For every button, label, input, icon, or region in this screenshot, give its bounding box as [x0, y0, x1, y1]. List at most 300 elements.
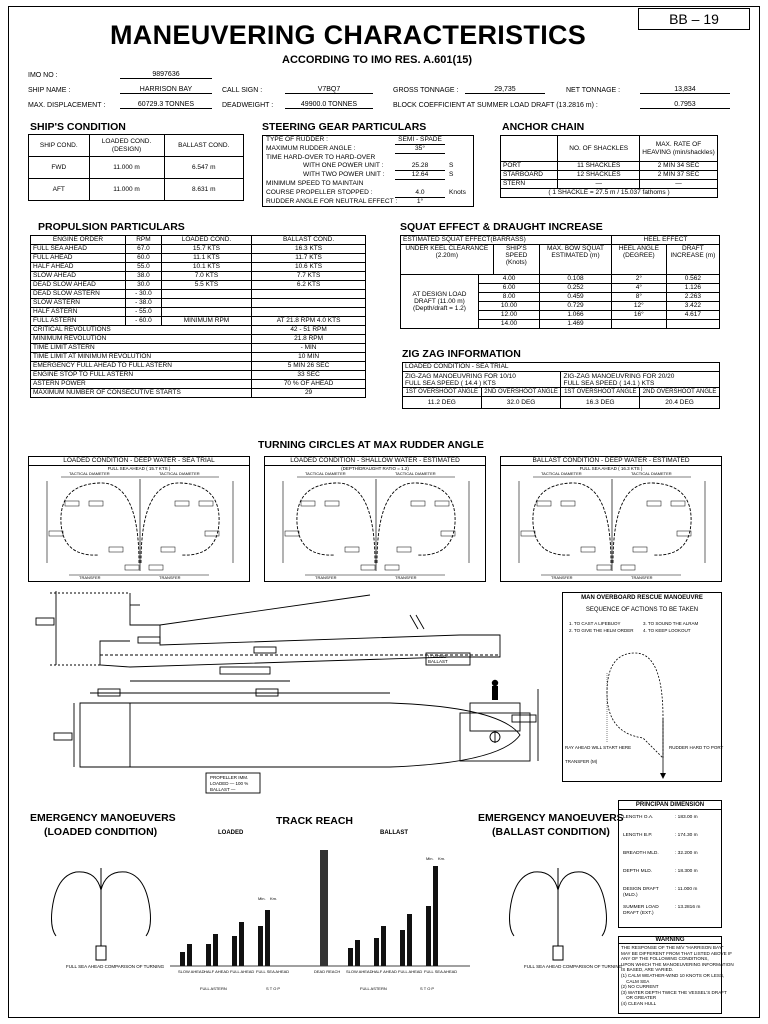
- principal-label: SUMMER LOAD DRAFT (EXT.): [623, 905, 659, 916]
- mob-step-4: 4. TO KEEP LOOKOUT: [643, 628, 691, 633]
- prop-extra-value: 33 SEC: [252, 371, 366, 380]
- prop-extra-value: 5 MIN 26 SEC: [252, 362, 366, 371]
- prop-row: [31, 299, 366, 308]
- turning-value-box: [285, 531, 299, 536]
- zz-v2: 16.3 DEG: [561, 397, 640, 409]
- squat-cell: 6.00: [479, 284, 540, 293]
- track-under-ballast: FULL ASTERN: [360, 986, 387, 991]
- prop-extra-row: [31, 371, 366, 380]
- steering-label: MINIMUM SPEED TO MAINTAIN: [266, 179, 364, 187]
- prop-cell: AT 21.8 RPM 4.0 KTS: [252, 317, 366, 326]
- track-group-label: SLOW AHEAD: [346, 969, 373, 974]
- turning-value-box: [65, 501, 79, 506]
- turning-panel: [264, 456, 486, 582]
- track-bar: [187, 944, 192, 966]
- turning-value-box: [199, 501, 213, 506]
- squat-cell: 3.422: [666, 302, 719, 311]
- squat-cell: 1.469: [540, 320, 612, 329]
- sc-h2: BALLAST COND.: [164, 135, 243, 157]
- imo-label: IMO NO :: [28, 72, 58, 79]
- transfer-label: TRANSFER: [315, 575, 337, 580]
- ship-profile-diagram: [30, 585, 540, 795]
- turning-value-box: [301, 501, 315, 506]
- lookout-figure-icon: [492, 680, 498, 700]
- track-bar: [374, 938, 379, 966]
- page-subtitle: ACCORDING TO IMO RES. A.601(15): [282, 54, 473, 66]
- steering-value: SEMI - SPADE: [395, 136, 445, 145]
- anchor-r1c0: STARBOARD: [501, 171, 558, 180]
- doc-code: BB – 19: [638, 8, 750, 30]
- principal-label: LENGTH B.P.: [623, 833, 653, 838]
- prop-cell: 67.0: [126, 245, 162, 254]
- anchor-h1: NO. OF SHACKLES: [558, 136, 640, 162]
- squat-heel-header: HEEL EFFECT: [611, 236, 719, 245]
- anchor-r2c1: —: [558, 180, 640, 189]
- ship-side-profile: [36, 591, 500, 681]
- track-bar: [355, 940, 360, 966]
- warning-line: THE RESPONSE OF THE M/V "HARRISON BAY": [621, 945, 724, 950]
- gross-label: GROSS TONNAGE :: [393, 87, 459, 94]
- warning-box: [618, 936, 734, 1014]
- ship-name-label: SHIP NAME :: [28, 87, 71, 94]
- ship-condition-table: [28, 134, 244, 201]
- turning-value-box: [325, 501, 339, 506]
- zz-l1: 2ND OVERSHOOT ANGLE: [481, 388, 561, 397]
- warning-title: WARNING: [619, 937, 721, 944]
- squat-row: [401, 275, 720, 284]
- track-group-label: FULL SEA AHEAD: [256, 969, 290, 974]
- turning-circle-diagram: [29, 471, 251, 581]
- turning-track-starboard: [141, 483, 219, 563]
- prop-extra-value: 21.8 RPM: [252, 335, 366, 344]
- squat-cell: 10.00: [479, 302, 540, 311]
- prop-cell: FULL ASTERN: [31, 317, 126, 326]
- track-bar: [426, 906, 431, 966]
- track-group-label: FULL AHEAD: [230, 969, 255, 974]
- principal-value: : 13.2816 m: [675, 905, 701, 910]
- transfer-label: TRANSFER: [551, 575, 573, 580]
- mob-step-3: 3. TO SOUND THE ALRAM: [643, 621, 699, 626]
- turning-value-box: [89, 501, 103, 506]
- prop-cell: 60.0: [126, 254, 162, 263]
- turning-value-box: [647, 501, 661, 506]
- steering-unit: S: [449, 162, 454, 170]
- warning-line: (2) NO CURRENT: [621, 984, 659, 990]
- prop-row: [31, 308, 366, 317]
- block-label: BLOCK COEFFICIENT AT SUMMER LOAD DRAFT (13.2816 m) :: [393, 102, 598, 109]
- anchor-r2c0: STERN: [501, 180, 558, 189]
- ship-plan-view: [54, 689, 520, 793]
- steering-row: [263, 162, 473, 171]
- track-bar: [239, 922, 244, 966]
- track-min-label: Min.: [258, 896, 266, 901]
- squat-title: SQUAT EFFECT & DRAUGHT INCREASE: [400, 221, 603, 233]
- sc-r0c1: 11.000 m: [89, 157, 164, 179]
- prop-extra-value: 10 MIN: [252, 353, 366, 362]
- prop-cell: DEAD SLOW AHEAD: [31, 281, 126, 290]
- turning-value-box: [621, 565, 635, 570]
- block-value: 0.7953: [640, 101, 730, 109]
- prop-cell: - 38.0: [126, 299, 162, 308]
- prop-cell: [161, 290, 251, 299]
- prop-extra-row: [31, 344, 366, 353]
- mob-transfer: TRANSFER (M): [565, 759, 598, 764]
- zigzag-cond: LOADED CONDITION - SEA TRIAL: [403, 363, 720, 372]
- prop-row: [31, 281, 366, 290]
- tactical-label: TACTICAL DIAMETER: [159, 471, 200, 476]
- turning-track-port: [61, 483, 139, 563]
- prop-row: [31, 263, 366, 272]
- prop-header: RPM: [126, 236, 162, 245]
- warning-line: (4) CLEAN HULL: [621, 1000, 657, 1006]
- prop-cell: 7.7 KTS: [252, 272, 366, 281]
- anchor-title: ANCHOR CHAIN: [502, 121, 585, 133]
- zz-v3: 20.4 DEG: [640, 397, 720, 409]
- turning-value-box: [345, 547, 359, 552]
- track-bar: [381, 926, 386, 966]
- profile-loaded-label: LOADED: [428, 654, 447, 659]
- prop-cell: [252, 308, 366, 317]
- prop-cell: 11.7 KTS: [252, 254, 366, 263]
- track-min-label: Min.: [426, 856, 434, 861]
- track-group-label: FULL SEA AHEAD: [424, 969, 458, 974]
- steering-row: [263, 171, 473, 180]
- turning-panel-sub: (DEPTH/DRAUGHT RATIO = 1.2): [341, 466, 409, 471]
- transfer-label: TRANSFER: [395, 575, 417, 580]
- sc-h0: SHIP COND.: [29, 135, 90, 157]
- prop-header: ENGINE ORDER: [31, 236, 126, 245]
- squat-cell: 0.459: [540, 293, 612, 302]
- prop-cell: FULL AHEAD: [31, 254, 126, 263]
- principal-label: LENGTH O.A.: [623, 815, 654, 820]
- turning-panel-head: LOADED CONDITION - SHALLOW WATER - ESTIMATED: [265, 457, 485, 466]
- prop-header-row: [31, 236, 366, 245]
- prop-cell: 15.7 KTS: [161, 245, 251, 254]
- transfer-label: TRANSFER: [79, 575, 101, 580]
- prop-cell: [161, 308, 251, 317]
- turning-value-box: [385, 565, 399, 570]
- mob-right-note: RUDDER HARD TO PORT: [669, 745, 724, 750]
- turning-value-box: [361, 565, 375, 570]
- prop-cell: 55.0: [126, 263, 162, 272]
- ship-name-value: HARRISON BAY: [120, 86, 212, 94]
- track-bar-dead-reach: [320, 850, 328, 966]
- track-group-label: HALF AHEAD: [372, 969, 397, 974]
- disp-label: MAX. DISPLACEMENT :: [28, 102, 106, 109]
- track-bar: [232, 936, 237, 966]
- zz-l3: 2ND OVERSHOOT ANGLE: [640, 388, 720, 397]
- anchor-h0: [501, 136, 558, 162]
- steering-label: RUDDER ANGLE FOR NEUTRAL EFFECT :: [266, 197, 398, 205]
- mob-left-note: RAY AHEAD WILL START HERE: [565, 745, 632, 750]
- prop-cell: 16.3 KTS: [252, 245, 366, 254]
- steering-title: STEERING GEAR PARTICULARS: [262, 121, 427, 133]
- turning-value-box: [175, 501, 189, 506]
- prop-cell: - 30.0: [126, 290, 162, 299]
- squat-cell: 8.00: [479, 293, 540, 302]
- sc-h1: LOADED COND. (DESIGN): [89, 135, 164, 157]
- track-under-stop: S T O P: [420, 986, 435, 991]
- squat-design-label: AT DESIGN LOAD DRAFT (11.00 m) (Depth/draft = 1.2): [401, 275, 479, 329]
- propeller-loaded: LOADED — 100 %: [210, 781, 249, 786]
- track-bar: [265, 910, 270, 966]
- steering-label: WITH TWO POWER UNIT :: [303, 171, 385, 179]
- squat-cell: 16°: [611, 311, 666, 320]
- turning-value-box: [49, 531, 63, 536]
- track-title: TRACK REACH: [276, 815, 353, 827]
- squat-col-header: DRAFT INCREASE (m): [666, 245, 719, 275]
- prop-cell: MINIMUM RPM: [161, 317, 251, 326]
- prop-cell: HALF ASTERN: [31, 308, 126, 317]
- dwt-label: DEADWEIGHT :: [222, 102, 274, 109]
- turning-value-box: [109, 547, 123, 552]
- prop-cell: 10.1 KTS: [161, 263, 251, 272]
- profile-ballast-label: BALLAST: [428, 659, 448, 664]
- anchor-table: [500, 135, 718, 198]
- steering-label: WITH ONE POWER UNIT :: [303, 162, 384, 170]
- track-under-loaded: FULL ASTERN: [200, 986, 227, 991]
- tactical-label: TACTICAL DIAMETER: [305, 471, 346, 476]
- zigzag-title: ZIG ZAG INFORMATION: [402, 348, 521, 360]
- turning-value-box: [671, 501, 685, 506]
- track-bar: [407, 914, 412, 966]
- squat-cell: 8°: [611, 293, 666, 302]
- turning-circle-diagram: [265, 471, 487, 581]
- steering-row: [263, 189, 473, 198]
- steering-box: [262, 135, 474, 207]
- emergency-ballast-title: EMERGENCY MANOEUVERS: [478, 812, 624, 824]
- prop-extra-value: 70 % OF AHEAD: [252, 380, 366, 389]
- zz-v1: 32.0 DEG: [481, 397, 561, 409]
- principal-row: [619, 846, 721, 864]
- warning-line: IS BASED, ARE VARIED.: [621, 967, 674, 973]
- turning-value-box: [411, 501, 425, 506]
- squat-cell: [611, 320, 666, 329]
- prop-cell: 6.2 KTS: [252, 281, 366, 290]
- track-max-label: Km.: [270, 896, 278, 901]
- callsign-label: CALL SIGN :: [222, 87, 263, 94]
- prop-cell: [252, 290, 366, 299]
- warning-line: OR GREATER: [621, 995, 657, 1001]
- track-bar: [400, 930, 405, 966]
- mob-seq-title: SEQUENCE OF ACTIONS TO BE TAKEN: [585, 607, 699, 613]
- squat-cell: 0.252: [540, 284, 612, 293]
- principal-row: [619, 864, 721, 882]
- mob-step-2: 2. TO GIVE THE HELM ORDER: [569, 628, 634, 633]
- steering-row: [263, 198, 473, 207]
- imo-value: 9897636: [120, 71, 212, 79]
- disp-value: 60729.3 TONNES: [120, 101, 212, 109]
- squat-cell: 14.00: [479, 320, 540, 329]
- turning-value-box: [597, 565, 611, 570]
- turning-panel-sub: FULL SEA AHEAD ( 15.7 KTS ): [107, 466, 171, 471]
- turning-panel-head: BALLAST CONDITION - DEEP WATER - ESTIMATED: [501, 457, 721, 466]
- track-loaded-label: LOADED: [218, 830, 244, 836]
- prop-cell: [252, 299, 366, 308]
- prop-cell: HALF AHEAD: [31, 263, 126, 272]
- zz-v0: 11.2 DEG: [403, 397, 482, 409]
- squat-table: [400, 235, 720, 329]
- turning-track-starboard: [377, 483, 455, 563]
- anchor-h2: MAX. RATE OF HEAVING (min/shackles): [640, 136, 718, 162]
- prop-cell: 10.6 KTS: [252, 263, 366, 272]
- steering-unit: Knots: [449, 188, 466, 196]
- prop-cell: [161, 299, 251, 308]
- tactical-label: TACTICAL DIAMETER: [631, 471, 672, 476]
- prop-extra-value: 42 - 51 RPM: [252, 326, 366, 335]
- sc-r1c1: 11.000 m: [89, 179, 164, 201]
- propulsion-title: PROPULSION PARTICULARS: [38, 221, 185, 233]
- principal-value: : 11.000 m: [675, 887, 698, 892]
- squat-cell: 2.263: [666, 293, 719, 302]
- steering-value: 1°: [395, 198, 445, 207]
- track-bar: [180, 952, 185, 966]
- page-title: MANEUVERING CHARACTERISTICS: [110, 20, 587, 50]
- emergency-loaded-diagram: [36, 850, 166, 990]
- prop-cell: 11.1 KTS: [161, 254, 251, 263]
- turning-value-box: [397, 547, 411, 552]
- callsign-value: V7BQ7: [285, 86, 373, 94]
- propeller-label: PROPELLER IMM.: [210, 775, 249, 780]
- principal-row: [619, 900, 721, 918]
- gross-value: 29,735: [465, 86, 545, 94]
- steering-unit: S: [449, 171, 454, 179]
- turning-value-box: [161, 547, 175, 552]
- prop-cell: DEAD SLOW ASTERN: [31, 290, 126, 299]
- zigzag-table: [402, 362, 720, 409]
- squat-cell: 12.00: [479, 311, 540, 320]
- prop-extra-row: [31, 389, 366, 398]
- squat-col-row: [401, 245, 720, 275]
- squat-cell: [666, 320, 719, 329]
- squat-cell: 2°: [611, 275, 666, 284]
- squat-cell: 0.562: [666, 275, 719, 284]
- net-label: NET TONNAGE :: [566, 87, 621, 94]
- prop-extra-label: ENGINE STOP TO FULL ASTERN: [31, 371, 252, 380]
- turning-value-box: [581, 547, 595, 552]
- turning-panel-sub: FULL SEA AHEAD ( 16.3 KTS ): [579, 466, 643, 471]
- mob-box: [562, 592, 722, 782]
- turning-panel: [500, 456, 722, 582]
- steering-label: TIME HARD-OVER TO HARD-OVER: [266, 153, 376, 161]
- prop-extra-row: [31, 362, 366, 371]
- emergency-loaded-title: EMERGENCY MANOEUVERS: [30, 812, 176, 824]
- sc-r1c0: AFT: [29, 179, 90, 201]
- prop-extra-label: TIME LIMIT ASTERN: [31, 344, 252, 353]
- principal-value: : 32.200 m: [675, 851, 698, 856]
- track-group-label: FULL AHEAD: [398, 969, 423, 974]
- turning-value-box: [435, 501, 449, 506]
- squat-col-header: HEEL ANGLE (DEGREE): [611, 245, 666, 275]
- squat-col-header: UNDER KEEL CLEARANCE (2.20m): [401, 245, 494, 275]
- zz-l2: 1ST OVERSHOOT ANGLE: [561, 388, 640, 397]
- zz-l0: 1ST OVERSHOOT ANGLE: [403, 388, 482, 397]
- steering-label: TYPE OF RUDDER :: [266, 136, 328, 143]
- squat-cell: 4.617: [666, 311, 719, 320]
- anchor-r1c2: 2 MIN 37 SEC: [640, 171, 718, 180]
- zigzag-right-head: ZIG-ZAG MANOEUVRING FOR 20/20 FULL SEA SPEED ( 14.1 ) KTS: [561, 372, 720, 388]
- sc-r0c0: FWD: [29, 157, 90, 179]
- warning-line: (1) CALM WEATHER-WIND 10 KNOTS OR LESS,: [621, 972, 725, 978]
- principal-box: [618, 800, 722, 928]
- anchor-r1c1: 12 SHACKLES: [558, 171, 640, 180]
- prop-header: LOADED COND.: [161, 236, 251, 245]
- propulsion-table: [30, 235, 366, 398]
- steering-value: 25.28: [395, 162, 445, 171]
- principal-value: : 183.00 m: [675, 815, 698, 820]
- prop-cell: 5.5 KTS: [161, 281, 251, 290]
- anchor-r2c2: —: [640, 180, 718, 189]
- squat-cell: 0.108: [540, 275, 612, 284]
- prop-extra-value: 29: [252, 389, 366, 398]
- steering-value: 35°: [395, 145, 445, 154]
- prop-extra-label: MAXIMUM NUMBER OF CONSECUTIVE STARTS: [31, 389, 252, 398]
- prop-cell: 7.0 KTS: [161, 272, 251, 281]
- prop-header: BALLAST COND.: [252, 236, 366, 245]
- turning-track-port: [297, 483, 375, 563]
- warning-line: UPON WHICH THE MANOEUVERING INFORMATION: [621, 961, 734, 967]
- sc-r1c2: 8.631 m: [164, 179, 243, 201]
- squat-cell: 0.729: [540, 302, 612, 311]
- dwt-value: 49900.0 TONNES: [285, 101, 373, 109]
- tactical-label: TACTICAL DIAMETER: [69, 471, 110, 476]
- turning-panel: [28, 456, 250, 582]
- squat-est-header: ESTIMATED SQUAT EFFECT(BARRASS): [401, 236, 612, 245]
- squat-cell: 4.00: [479, 275, 540, 284]
- tactical-label: TACTICAL DIAMETER: [541, 471, 582, 476]
- steering-label: MAXIMUM RUDDER ANGLE :: [266, 144, 356, 152]
- squat-cell: 12°: [611, 302, 666, 311]
- squat-cell: 1.066: [540, 311, 612, 320]
- principal-row: [619, 882, 721, 900]
- anchor-r0c1: 11 SHACKLES: [558, 162, 640, 171]
- prop-cell: FULL SEA AHEAD: [31, 245, 126, 254]
- emergency-ballast-diagram: [498, 850, 623, 990]
- track-bar: [348, 948, 353, 966]
- track-reach-chart: [170, 840, 480, 1015]
- zigzag-left-head: ZIG-ZAG MANOEUVRING FOR 10/10 FULL SEA SPEED ( 14.4 ) KTS: [403, 372, 561, 388]
- steering-row: [263, 136, 473, 145]
- prop-row: [31, 272, 366, 281]
- squat-cell: 4°: [611, 284, 666, 293]
- turning-track-port: [533, 483, 611, 563]
- track-group-label: HALF AHEAD: [204, 969, 229, 974]
- mob-title: MAN OVERBOARD RESCUE MANOEUVRE: [581, 595, 703, 601]
- sc-r0c2: 6.547 m: [164, 157, 243, 179]
- track-ballast-label: BALLAST: [380, 830, 408, 836]
- prop-extra-row: [31, 353, 366, 362]
- ship-condition-title: SHIP'S CONDITION: [30, 121, 126, 133]
- track-max-label: Km.: [438, 856, 446, 861]
- principal-label: BREADTH MLD.: [623, 851, 659, 856]
- prop-cell: 30.0: [126, 281, 162, 290]
- prop-extra-row: [31, 380, 366, 389]
- prop-extra-row: [31, 335, 366, 344]
- principal-label: DEPTH MLD.: [623, 869, 653, 874]
- track-bar: [258, 926, 263, 966]
- track-bar: [433, 866, 438, 966]
- warning-line: CALM SEA: [621, 978, 650, 984]
- anchor-r0c0: PORT: [501, 162, 558, 171]
- prop-extra-label: MINIMUM REVOLUTION: [31, 335, 252, 344]
- emergency-loaded-note: FULL SEA AHEAD COMPARISON OF TURNING: [66, 964, 165, 969]
- warning-line: MAY BE DIFFERENT FROM THAT LISTED ABOVE IF: [621, 950, 733, 956]
- turning-value-box: [537, 501, 551, 506]
- steering-label: COURSE PROPELLER STOPPED :: [266, 188, 373, 196]
- steering-row: [263, 154, 473, 163]
- prop-cell: SLOW AHEAD: [31, 272, 126, 281]
- turning-panel-head: LOADED CONDITION - DEEP WATER - SEA TRIAL: [29, 457, 249, 466]
